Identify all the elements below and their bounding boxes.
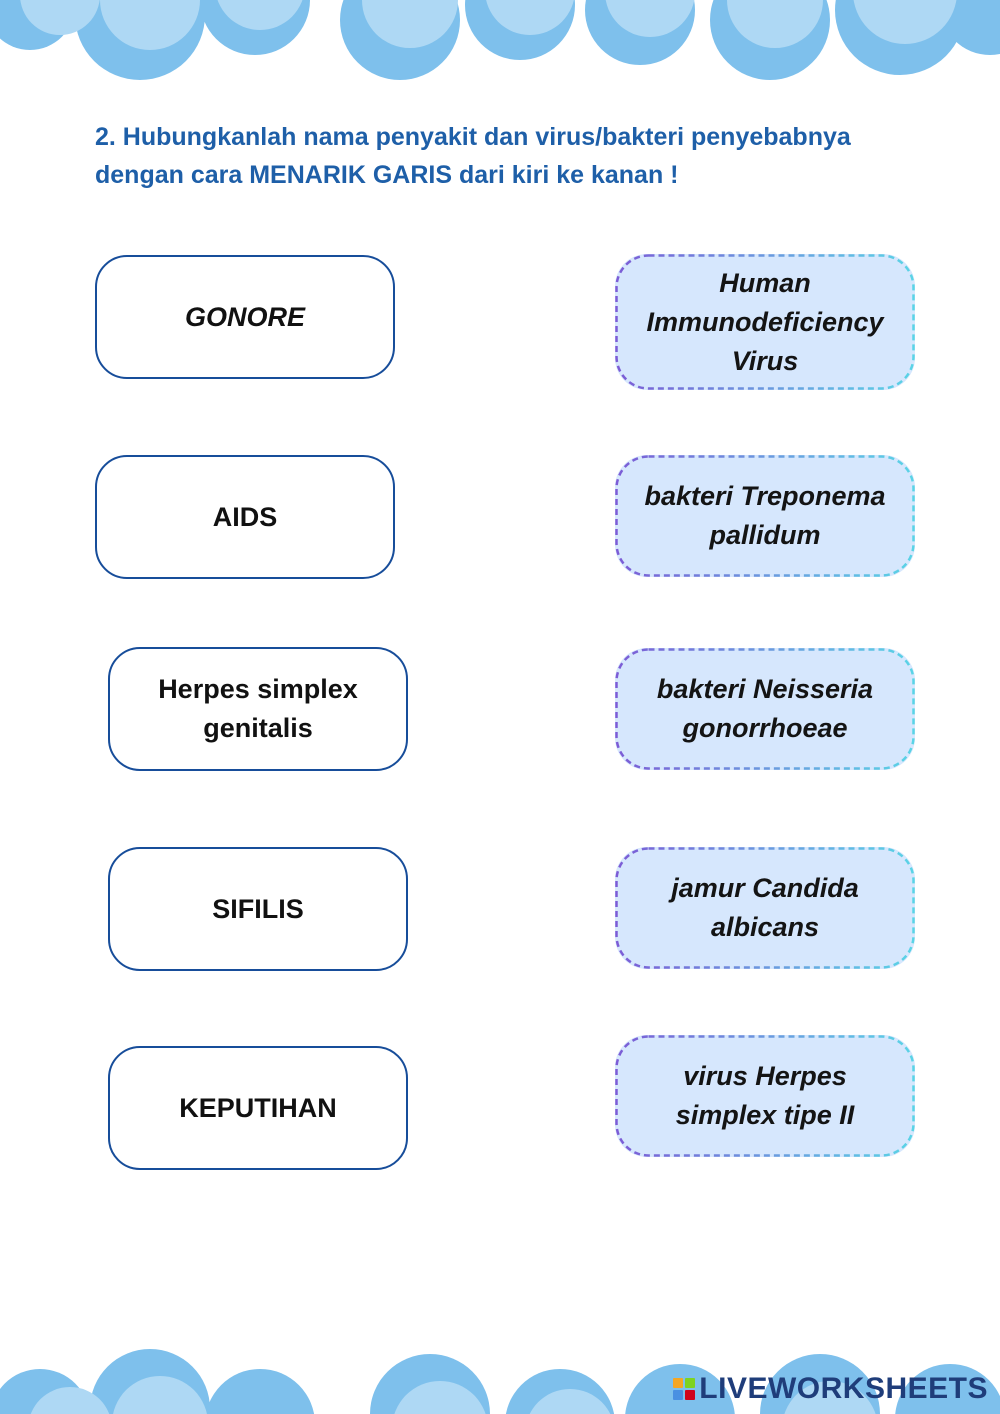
cause-label: bakteri Neisseria gonorrhoeae [656,674,874,743]
disease-box-keputihan[interactable] [108,1046,408,1170]
brand-name: LIVEWORKSHEETS [699,1372,988,1405]
disease-box-aids[interactable] [95,455,395,579]
top-cloud-border [0,0,1000,90]
cause-label: jamur Candida albicans [671,873,859,942]
cause-label: bakteri Treponema pallidum [644,481,886,550]
cause-box-neisseria[interactable] [615,648,915,770]
liveworksheets-logo [673,1372,988,1406]
cause-box-treponema[interactable] [615,455,915,577]
disease-label: GONORE [184,301,305,332]
cause-label: virus Herpes simplex tipe II [675,1061,855,1130]
cause-box-hiv[interactable] [615,254,915,390]
question-text: 2. Hubungkanlah nama penyakit dan virus/bakteri penyebabnya dengan cara MENARIK GARIS dari kiri ke kanan ! [95,123,851,189]
disease-label: AIDS [212,501,278,532]
disease-label: Herpes simplex genitalis [158,674,358,743]
disease-label: KEPUTIHAN [179,1092,337,1123]
cause-box-candida[interactable] [615,847,915,969]
cause-box-herpes-virus[interactable] [615,1035,915,1157]
disease-box-gonore[interactable] [95,255,395,379]
disease-box-sifilis[interactable] [108,847,408,971]
disease-box-herpes[interactable] [108,647,408,771]
disease-label: SIFILIS [212,893,304,924]
cause-label: Human Immunodeficiency Virus [646,267,884,376]
brand-logo-icon [673,1378,695,1400]
